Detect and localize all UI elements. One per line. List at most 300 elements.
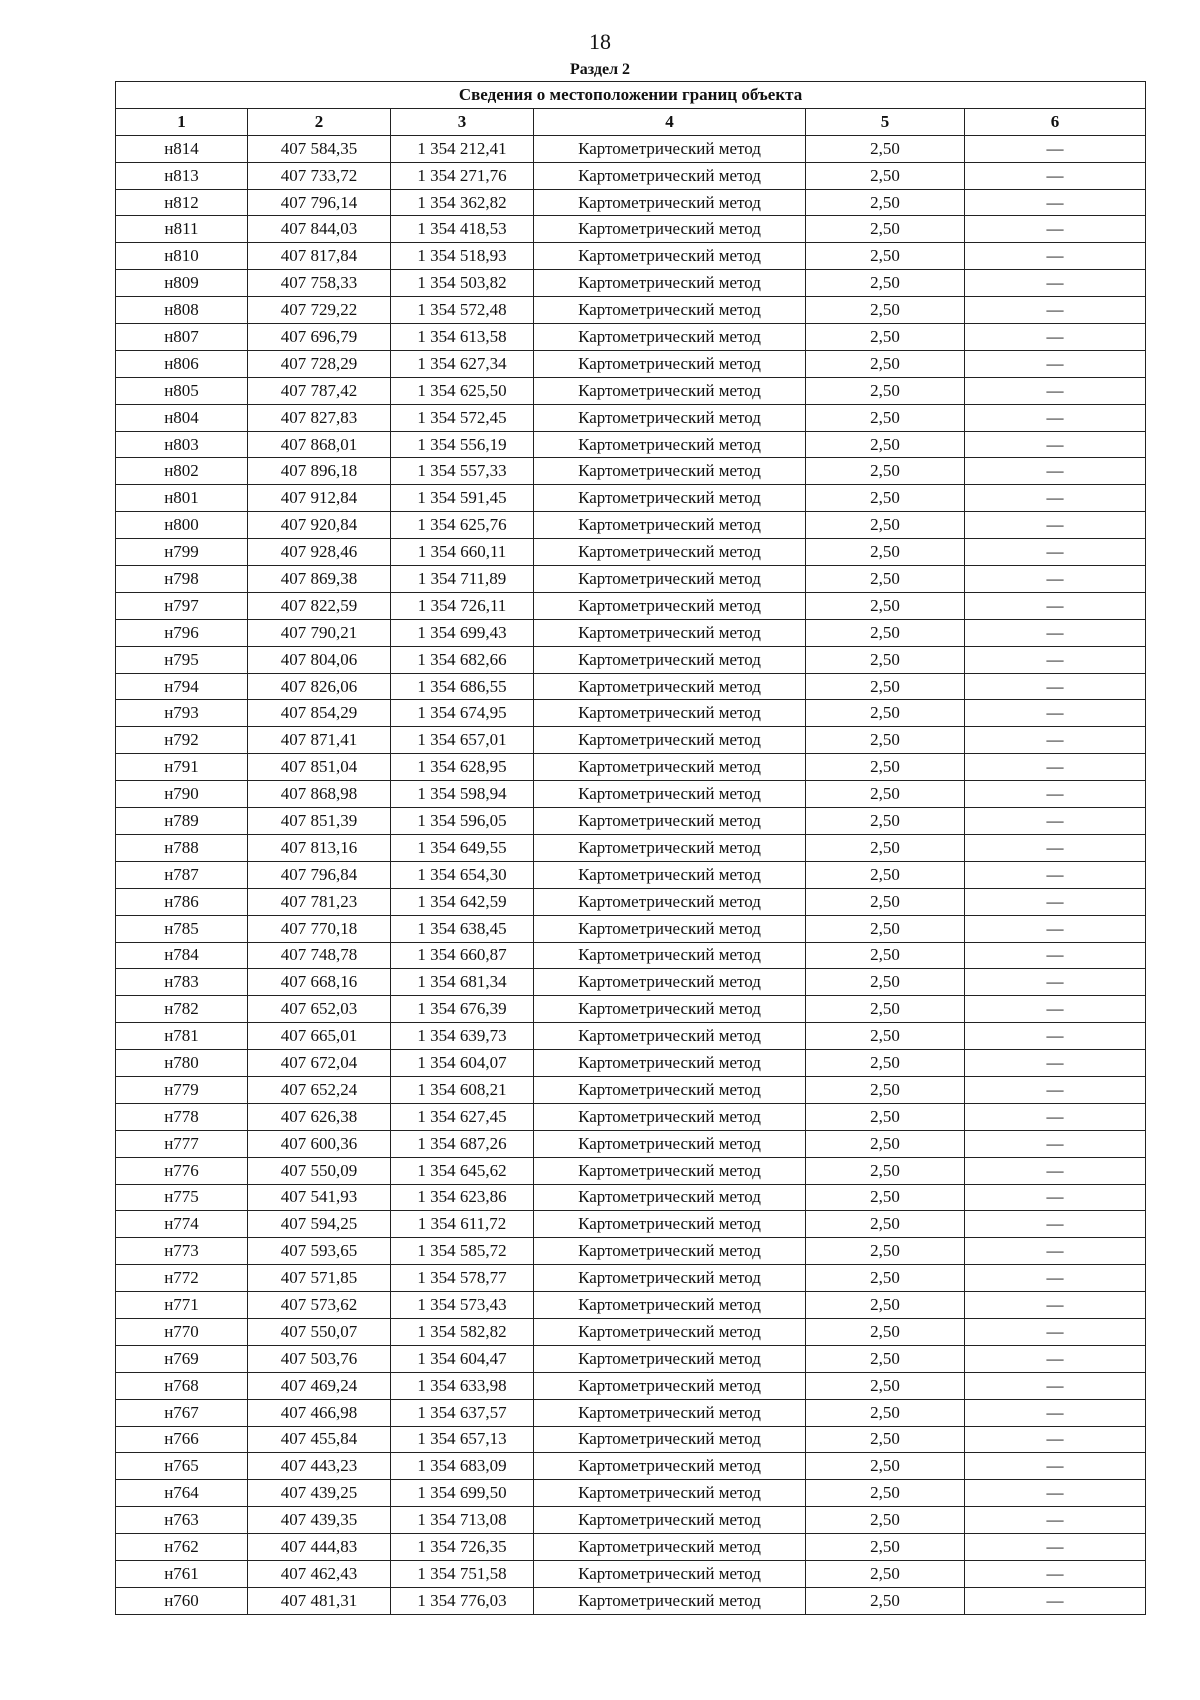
table-row — [116, 673, 1146, 700]
point-id-cell: н761 — [116, 1560, 248, 1587]
x-coordinate-cell: 407 868,98 — [248, 781, 391, 808]
x-coordinate-cell: 407 758,33 — [248, 270, 391, 297]
description-cell: — — [965, 1453, 1146, 1480]
table-row — [116, 646, 1146, 673]
method-cell: Картометрический метод — [534, 1265, 806, 1292]
x-coordinate-cell: 407 817,84 — [248, 243, 391, 270]
accuracy-cell: 2,50 — [806, 1345, 965, 1372]
x-coordinate-cell: 407 584,35 — [248, 135, 391, 162]
y-coordinate-cell: 1 354 657,01 — [391, 727, 534, 754]
x-coordinate-cell: 407 813,16 — [248, 834, 391, 861]
method-cell: Картометрический метод — [534, 1130, 806, 1157]
accuracy-cell: 2,50 — [806, 324, 965, 351]
y-coordinate-cell: 1 354 503,82 — [391, 270, 534, 297]
accuracy-cell: 2,50 — [806, 1534, 965, 1561]
x-coordinate-cell: 407 787,42 — [248, 377, 391, 404]
description-cell: — — [965, 539, 1146, 566]
x-coordinate-cell: 407 462,43 — [248, 1560, 391, 1587]
y-coordinate-cell: 1 354 556,19 — [391, 431, 534, 458]
table-row — [116, 996, 1146, 1023]
description-cell: — — [965, 888, 1146, 915]
column-number-row — [116, 108, 1146, 135]
table-row — [116, 1345, 1146, 1372]
point-id-cell: н763 — [116, 1507, 248, 1534]
x-coordinate-cell: 407 573,62 — [248, 1292, 391, 1319]
y-coordinate-cell: 1 354 751,58 — [391, 1560, 534, 1587]
table-row — [116, 431, 1146, 458]
point-id-cell: н791 — [116, 754, 248, 781]
point-id-cell: н810 — [116, 243, 248, 270]
y-coordinate-cell: 1 354 623,86 — [391, 1184, 534, 1211]
accuracy-cell: 2,50 — [806, 619, 965, 646]
point-id-cell: н779 — [116, 1076, 248, 1103]
description-cell: — — [965, 243, 1146, 270]
accuracy-cell: 2,50 — [806, 592, 965, 619]
accuracy-cell: 2,50 — [806, 1050, 965, 1077]
method-cell: Картометрический метод — [534, 1453, 806, 1480]
accuracy-cell: 2,50 — [806, 996, 965, 1023]
x-coordinate-cell: 407 652,24 — [248, 1076, 391, 1103]
method-cell: Картометрический метод — [534, 1534, 806, 1561]
y-coordinate-cell: 1 354 687,26 — [391, 1130, 534, 1157]
point-id-cell: н784 — [116, 942, 248, 969]
x-coordinate-cell: 407 868,01 — [248, 431, 391, 458]
table-body — [116, 135, 1146, 1614]
table-row — [116, 727, 1146, 754]
accuracy-cell: 2,50 — [806, 861, 965, 888]
point-id-cell: н806 — [116, 350, 248, 377]
table-row — [116, 1426, 1146, 1453]
description-cell: — — [965, 377, 1146, 404]
x-coordinate-cell: 407 844,03 — [248, 216, 391, 243]
method-cell: Картометрический метод — [534, 1184, 806, 1211]
y-coordinate-cell: 1 354 518,93 — [391, 243, 534, 270]
column-number: 4 — [534, 108, 806, 135]
method-cell: Картометрический метод — [534, 1587, 806, 1614]
method-cell: Картометрический метод — [534, 216, 806, 243]
y-coordinate-cell: 1 354 686,55 — [391, 673, 534, 700]
accuracy-cell: 2,50 — [806, 915, 965, 942]
accuracy-cell: 2,50 — [806, 1560, 965, 1587]
x-coordinate-cell: 407 920,84 — [248, 512, 391, 539]
point-id-cell: н769 — [116, 1345, 248, 1372]
page-number: 18 — [589, 29, 611, 54]
x-coordinate-cell: 407 600,36 — [248, 1130, 391, 1157]
method-cell: Картометрический метод — [534, 1345, 806, 1372]
method-cell: Картометрический метод — [534, 377, 806, 404]
method-cell: Картометрический метод — [534, 1023, 806, 1050]
point-id-cell: н785 — [116, 915, 248, 942]
point-id-cell: н802 — [116, 458, 248, 485]
x-coordinate-cell: 407 804,06 — [248, 646, 391, 673]
method-cell: Картометрический метод — [534, 270, 806, 297]
point-id-cell: н811 — [116, 216, 248, 243]
method-cell: Картометрический метод — [534, 539, 806, 566]
table-row — [116, 1050, 1146, 1077]
x-coordinate-cell: 407 851,39 — [248, 808, 391, 835]
point-id-cell: н774 — [116, 1211, 248, 1238]
method-cell: Картометрический метод — [534, 781, 806, 808]
point-id-cell: н793 — [116, 700, 248, 727]
accuracy-cell: 2,50 — [806, 1130, 965, 1157]
y-coordinate-cell: 1 354 608,21 — [391, 1076, 534, 1103]
table-row — [116, 1103, 1146, 1130]
method-cell: Картометрический метод — [534, 646, 806, 673]
description-cell: — — [965, 404, 1146, 431]
y-coordinate-cell: 1 354 681,34 — [391, 969, 534, 996]
method-cell: Картометрический метод — [534, 1318, 806, 1345]
description-cell: — — [965, 458, 1146, 485]
accuracy-cell: 2,50 — [806, 754, 965, 781]
point-id-cell: н786 — [116, 888, 248, 915]
x-coordinate-cell: 407 455,84 — [248, 1426, 391, 1453]
description-cell: — — [965, 1587, 1146, 1614]
accuracy-cell: 2,50 — [806, 350, 965, 377]
table-row — [116, 270, 1146, 297]
accuracy-cell: 2,50 — [806, 1076, 965, 1103]
point-id-cell: н781 — [116, 1023, 248, 1050]
description-cell: — — [965, 1560, 1146, 1587]
description-cell: — — [965, 781, 1146, 808]
method-cell: Картометрический метод — [534, 162, 806, 189]
description-cell: — — [965, 1184, 1146, 1211]
y-coordinate-cell: 1 354 604,07 — [391, 1050, 534, 1077]
y-coordinate-cell: 1 354 418,53 — [391, 216, 534, 243]
method-cell: Картометрический метод — [534, 1157, 806, 1184]
method-cell: Картометрический метод — [534, 1292, 806, 1319]
point-id-cell: н762 — [116, 1534, 248, 1561]
description-cell: — — [965, 162, 1146, 189]
point-id-cell: н803 — [116, 431, 248, 458]
y-coordinate-cell: 1 354 699,50 — [391, 1480, 534, 1507]
accuracy-cell: 2,50 — [806, 673, 965, 700]
x-coordinate-cell: 407 851,04 — [248, 754, 391, 781]
y-coordinate-cell: 1 354 604,47 — [391, 1345, 534, 1372]
y-coordinate-cell: 1 354 627,34 — [391, 350, 534, 377]
method-cell: Картометрический метод — [534, 888, 806, 915]
accuracy-cell: 2,50 — [806, 1184, 965, 1211]
x-coordinate-cell: 407 466,98 — [248, 1399, 391, 1426]
method-cell: Картометрический метод — [534, 458, 806, 485]
point-id-cell: н809 — [116, 270, 248, 297]
x-coordinate-cell: 407 626,38 — [248, 1103, 391, 1130]
description-cell: — — [965, 1399, 1146, 1426]
method-cell: Картометрический метод — [534, 512, 806, 539]
x-coordinate-cell: 407 796,14 — [248, 189, 391, 216]
point-id-cell: н797 — [116, 592, 248, 619]
point-id-cell: н799 — [116, 539, 248, 566]
x-coordinate-cell: 407 594,25 — [248, 1211, 391, 1238]
accuracy-cell: 2,50 — [806, 727, 965, 754]
table-caption: Сведения о местоположении границ объекта — [116, 82, 1146, 109]
accuracy-cell: 2,50 — [806, 700, 965, 727]
table-row — [116, 1076, 1146, 1103]
description-cell: — — [965, 619, 1146, 646]
x-coordinate-cell: 407 827,83 — [248, 404, 391, 431]
column-number: 2 — [248, 108, 391, 135]
accuracy-cell: 2,50 — [806, 942, 965, 969]
description-cell: — — [965, 942, 1146, 969]
column-number: 6 — [965, 108, 1146, 135]
accuracy-cell: 2,50 — [806, 270, 965, 297]
table-row — [116, 458, 1146, 485]
x-coordinate-cell: 407 593,65 — [248, 1238, 391, 1265]
table-row — [116, 861, 1146, 888]
table-row — [116, 1534, 1146, 1561]
point-id-cell: н800 — [116, 512, 248, 539]
method-cell: Картометрический метод — [534, 673, 806, 700]
y-coordinate-cell: 1 354 611,72 — [391, 1211, 534, 1238]
y-coordinate-cell: 1 354 639,73 — [391, 1023, 534, 1050]
point-id-cell: н775 — [116, 1184, 248, 1211]
method-cell: Картометрический метод — [534, 1480, 806, 1507]
table-row — [116, 1399, 1146, 1426]
x-coordinate-cell: 407 668,16 — [248, 969, 391, 996]
method-cell: Картометрический метод — [534, 834, 806, 861]
point-id-cell: н812 — [116, 189, 248, 216]
point-id-cell: н804 — [116, 404, 248, 431]
point-id-cell: н795 — [116, 646, 248, 673]
x-coordinate-cell: 407 854,29 — [248, 700, 391, 727]
description-cell: — — [965, 1426, 1146, 1453]
table-row — [116, 485, 1146, 512]
point-id-cell: н805 — [116, 377, 248, 404]
description-cell: — — [965, 1292, 1146, 1319]
x-coordinate-cell: 407 443,23 — [248, 1453, 391, 1480]
point-id-cell: н783 — [116, 969, 248, 996]
description-cell: — — [965, 1103, 1146, 1130]
point-id-cell: н807 — [116, 324, 248, 351]
accuracy-cell: 2,50 — [806, 1318, 965, 1345]
method-cell: Картометрический метод — [534, 808, 806, 835]
y-coordinate-cell: 1 354 660,87 — [391, 942, 534, 969]
method-cell: Картометрический метод — [534, 700, 806, 727]
accuracy-cell: 2,50 — [806, 1023, 965, 1050]
accuracy-cell: 2,50 — [806, 1372, 965, 1399]
method-cell: Картометрический метод — [534, 485, 806, 512]
table-row — [116, 619, 1146, 646]
point-id-cell: н796 — [116, 619, 248, 646]
accuracy-cell: 2,50 — [806, 189, 965, 216]
description-cell: — — [965, 485, 1146, 512]
accuracy-cell: 2,50 — [806, 1238, 965, 1265]
description-cell: — — [965, 1130, 1146, 1157]
method-cell: Картометрический метод — [534, 861, 806, 888]
method-cell: Картометрический метод — [534, 996, 806, 1023]
description-cell: — — [965, 566, 1146, 593]
table-row — [116, 1023, 1146, 1050]
point-id-cell: н770 — [116, 1318, 248, 1345]
table-row — [116, 1184, 1146, 1211]
description-cell: — — [965, 512, 1146, 539]
description-cell: — — [965, 350, 1146, 377]
table-row — [116, 754, 1146, 781]
y-coordinate-cell: 1 354 713,08 — [391, 1507, 534, 1534]
y-coordinate-cell: 1 354 642,59 — [391, 888, 534, 915]
method-cell: Картометрический метод — [534, 942, 806, 969]
table-row — [116, 592, 1146, 619]
y-coordinate-cell: 1 354 582,82 — [391, 1318, 534, 1345]
method-cell: Картометрический метод — [534, 592, 806, 619]
description-cell: — — [965, 189, 1146, 216]
x-coordinate-cell: 407 672,04 — [248, 1050, 391, 1077]
description-cell: — — [965, 431, 1146, 458]
point-id-cell: н778 — [116, 1103, 248, 1130]
table-row — [116, 216, 1146, 243]
method-cell: Картометрический метод — [534, 324, 806, 351]
description-cell: — — [965, 270, 1146, 297]
accuracy-cell: 2,50 — [806, 834, 965, 861]
x-coordinate-cell: 407 748,78 — [248, 942, 391, 969]
x-coordinate-cell: 407 652,03 — [248, 996, 391, 1023]
point-id-cell: н787 — [116, 861, 248, 888]
point-id-cell: н760 — [116, 1587, 248, 1614]
table-row — [116, 377, 1146, 404]
accuracy-cell: 2,50 — [806, 1265, 965, 1292]
point-id-cell: н789 — [116, 808, 248, 835]
table-row — [116, 1238, 1146, 1265]
accuracy-cell: 2,50 — [806, 404, 965, 431]
table-row — [116, 512, 1146, 539]
x-coordinate-cell: 407 928,46 — [248, 539, 391, 566]
point-id-cell: н766 — [116, 1426, 248, 1453]
x-coordinate-cell: 407 469,24 — [248, 1372, 391, 1399]
accuracy-cell: 2,50 — [806, 1587, 965, 1614]
y-coordinate-cell: 1 354 572,48 — [391, 297, 534, 324]
description-cell: — — [965, 1318, 1146, 1345]
method-cell: Картометрический метод — [534, 243, 806, 270]
table-row — [116, 915, 1146, 942]
y-coordinate-cell: 1 354 596,05 — [391, 808, 534, 835]
y-coordinate-cell: 1 354 726,35 — [391, 1534, 534, 1561]
x-coordinate-cell: 407 665,01 — [248, 1023, 391, 1050]
method-cell: Картометрический метод — [534, 1076, 806, 1103]
table-row — [116, 1130, 1146, 1157]
description-cell: — — [965, 646, 1146, 673]
y-coordinate-cell: 1 354 657,13 — [391, 1426, 534, 1453]
description-cell: — — [965, 1050, 1146, 1077]
method-cell: Картометрический метод — [534, 1560, 806, 1587]
description-cell: — — [965, 297, 1146, 324]
column-number: 1 — [116, 108, 248, 135]
y-coordinate-cell: 1 354 625,50 — [391, 377, 534, 404]
table-row — [116, 1453, 1146, 1480]
y-coordinate-cell: 1 354 628,95 — [391, 754, 534, 781]
point-id-cell: н814 — [116, 135, 248, 162]
y-coordinate-cell: 1 354 645,62 — [391, 1157, 534, 1184]
description-cell: — — [965, 673, 1146, 700]
accuracy-cell: 2,50 — [806, 781, 965, 808]
table-row — [116, 834, 1146, 861]
description-cell: — — [965, 1265, 1146, 1292]
x-coordinate-cell: 407 729,22 — [248, 297, 391, 324]
table-row — [116, 1292, 1146, 1319]
point-id-cell: н782 — [116, 996, 248, 1023]
y-coordinate-cell: 1 354 711,89 — [391, 566, 534, 593]
description-cell: — — [965, 1534, 1146, 1561]
accuracy-cell: 2,50 — [806, 566, 965, 593]
x-coordinate-cell: 407 550,09 — [248, 1157, 391, 1184]
description-cell: — — [965, 754, 1146, 781]
description-cell: — — [965, 1372, 1146, 1399]
accuracy-cell: 2,50 — [806, 646, 965, 673]
method-cell: Картометрический метод — [534, 404, 806, 431]
table-row — [116, 1265, 1146, 1292]
point-id-cell: н764 — [116, 1480, 248, 1507]
method-cell: Картометрический метод — [534, 1050, 806, 1077]
point-id-cell: н790 — [116, 781, 248, 808]
accuracy-cell: 2,50 — [806, 1507, 965, 1534]
table-row — [116, 350, 1146, 377]
accuracy-cell: 2,50 — [806, 297, 965, 324]
table-row — [116, 1372, 1146, 1399]
y-coordinate-cell: 1 354 682,66 — [391, 646, 534, 673]
method-cell: Картометрический метод — [534, 566, 806, 593]
table-row — [116, 1587, 1146, 1614]
description-cell: — — [965, 861, 1146, 888]
section-title: Раздел 2 — [569, 61, 631, 78]
y-coordinate-cell: 1 354 674,95 — [391, 700, 534, 727]
method-cell: Картометрический метод — [534, 1399, 806, 1426]
y-coordinate-cell: 1 354 776,03 — [391, 1587, 534, 1614]
y-coordinate-cell: 1 354 676,39 — [391, 996, 534, 1023]
method-cell: Картометрический метод — [534, 1238, 806, 1265]
method-cell: Картометрический метод — [534, 1426, 806, 1453]
description-cell: — — [965, 1345, 1146, 1372]
accuracy-cell: 2,50 — [806, 1103, 965, 1130]
point-id-cell: н776 — [116, 1157, 248, 1184]
accuracy-cell: 2,50 — [806, 243, 965, 270]
table-row — [116, 324, 1146, 351]
y-coordinate-cell: 1 354 591,45 — [391, 485, 534, 512]
y-coordinate-cell: 1 354 699,43 — [391, 619, 534, 646]
x-coordinate-cell: 407 781,23 — [248, 888, 391, 915]
description-cell: — — [965, 969, 1146, 996]
y-coordinate-cell: 1 354 638,45 — [391, 915, 534, 942]
y-coordinate-cell: 1 354 633,98 — [391, 1372, 534, 1399]
description-cell: — — [965, 135, 1146, 162]
accuracy-cell: 2,50 — [806, 377, 965, 404]
y-coordinate-cell: 1 354 598,94 — [391, 781, 534, 808]
method-cell: Картометрический метод — [534, 727, 806, 754]
description-cell: — — [965, 1023, 1146, 1050]
table-row — [116, 969, 1146, 996]
x-coordinate-cell: 407 826,06 — [248, 673, 391, 700]
table-row — [116, 539, 1146, 566]
x-coordinate-cell: 407 541,93 — [248, 1184, 391, 1211]
point-id-cell: н794 — [116, 673, 248, 700]
point-id-cell: н773 — [116, 1238, 248, 1265]
table-row — [116, 1157, 1146, 1184]
description-cell: — — [965, 592, 1146, 619]
column-number: 5 — [806, 108, 965, 135]
method-cell: Картометрический метод — [534, 969, 806, 996]
method-cell: Картометрический метод — [534, 1372, 806, 1399]
x-coordinate-cell: 407 822,59 — [248, 592, 391, 619]
point-id-cell: н798 — [116, 566, 248, 593]
description-cell: — — [965, 915, 1146, 942]
point-id-cell: н780 — [116, 1050, 248, 1077]
y-coordinate-cell: 1 354 572,45 — [391, 404, 534, 431]
method-cell: Картометрический метод — [534, 1507, 806, 1534]
point-id-cell: н765 — [116, 1453, 248, 1480]
accuracy-cell: 2,50 — [806, 888, 965, 915]
accuracy-cell: 2,50 — [806, 512, 965, 539]
y-coordinate-cell: 1 354 585,72 — [391, 1238, 534, 1265]
table-row — [116, 781, 1146, 808]
table-caption-row — [116, 82, 1146, 109]
accuracy-cell: 2,50 — [806, 162, 965, 189]
